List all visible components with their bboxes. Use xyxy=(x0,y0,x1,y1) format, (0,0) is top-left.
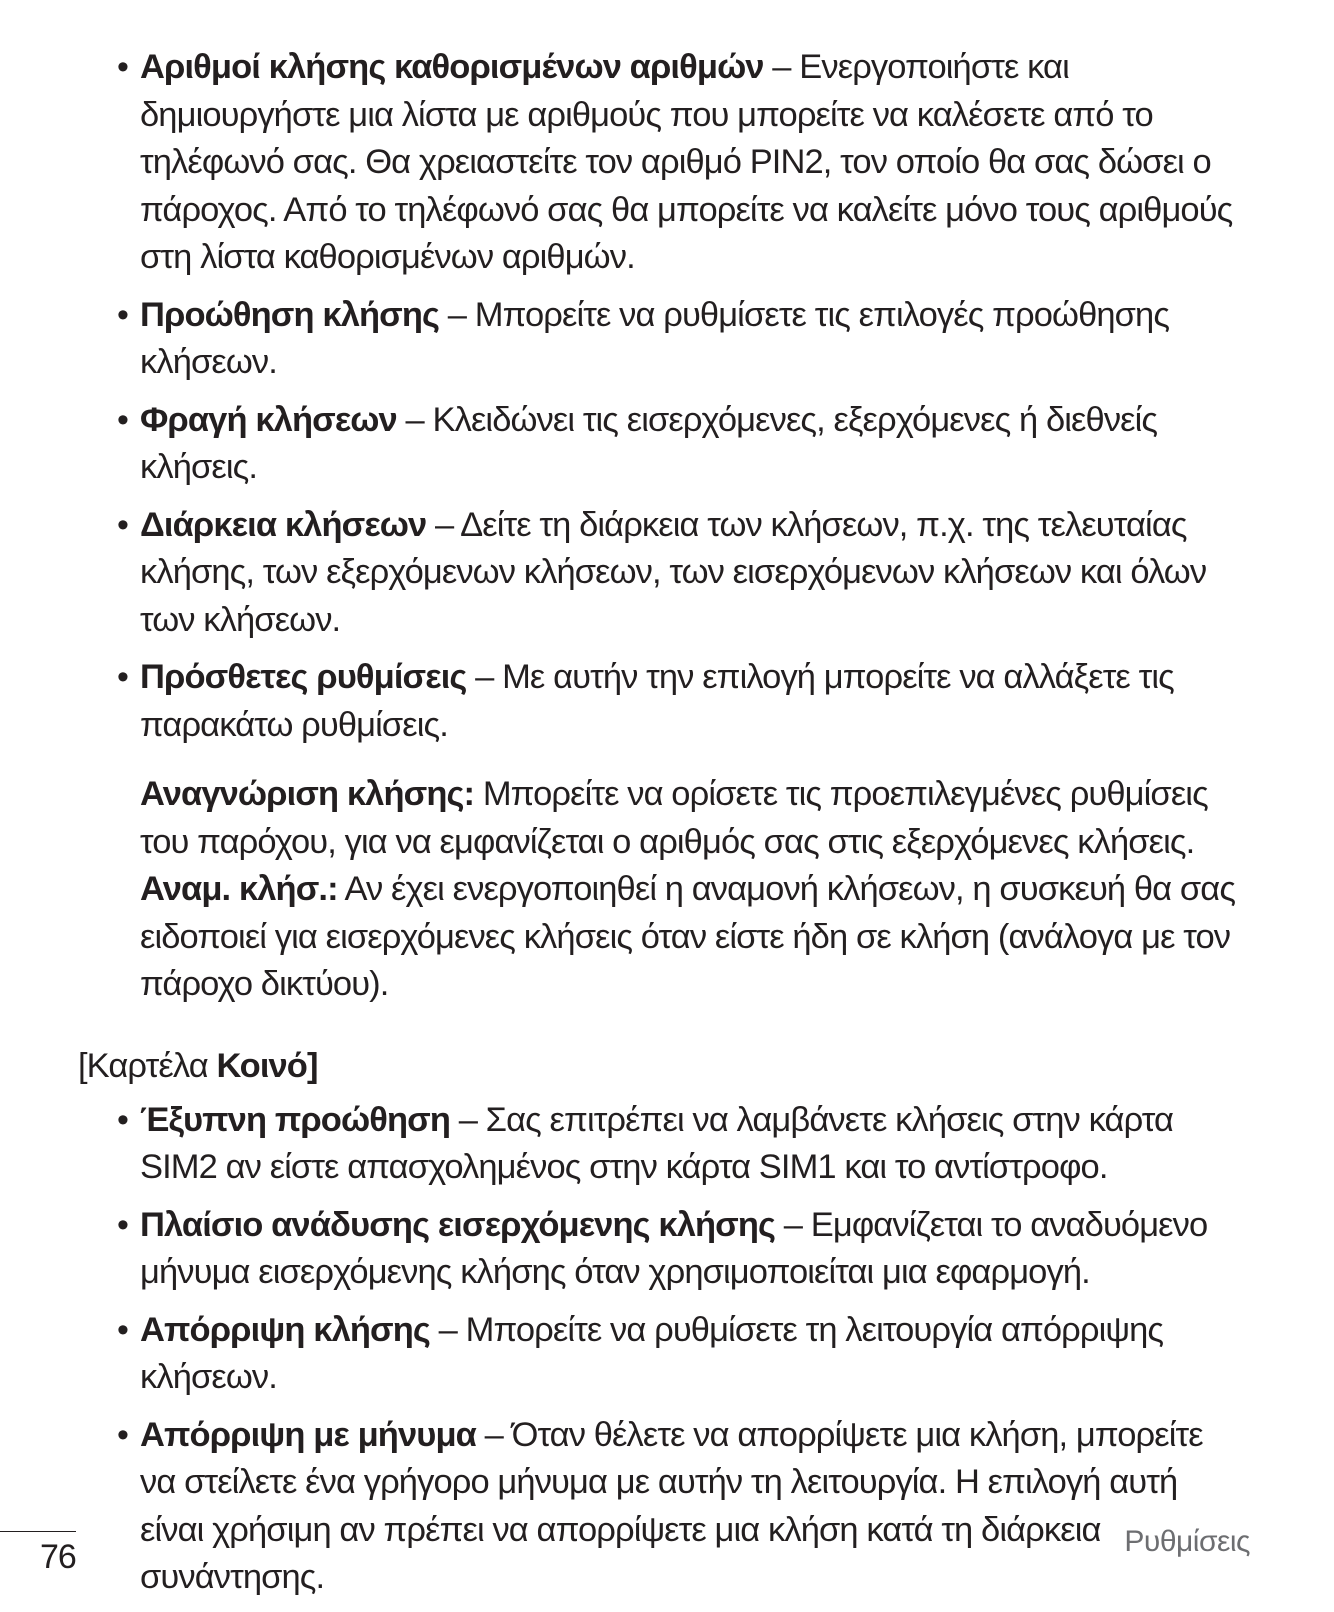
tab-heading-name: Κοινό] xyxy=(216,1047,318,1085)
item-term: Αριθμοί κλήσης καθορισμένων αριθμών xyxy=(140,48,764,86)
bullet: • xyxy=(117,1310,129,1349)
list-item-call-duration xyxy=(117,502,1240,645)
list-item-decline-with-message xyxy=(117,1412,1240,1602)
bullet: • xyxy=(117,1205,129,1244)
list-item-incoming-call-popup xyxy=(117,1202,1240,1297)
section-name: Ρυθμίσεις xyxy=(1124,1525,1250,1558)
sub-description: Μπορείτε να ορίσετε τις προεπιλεγμένες ρυθμίσεις του παρόχου, για να εμφανίζεται ο αριθμός σας στις εξερχόμενες κλήσεις. xyxy=(140,775,1208,861)
item-term: Πλαίσιο ανάδυσης εισερχόμενης κλήσης xyxy=(140,1205,776,1244)
item-description: – Σας επιτρέπει να λαμβάνετε κλήσεις στην κάρτα SIM2 αν είστε απασχολημένος στην κάρτα SIM1 και το αντίστροφο. xyxy=(140,1100,1174,1186)
list-item-call-reject xyxy=(117,1307,1240,1402)
bullet: • xyxy=(117,505,129,544)
list-item-fixed-dialing xyxy=(117,44,1240,282)
bullet: • xyxy=(117,400,129,439)
bullet: • xyxy=(117,295,129,334)
tab-heading-common xyxy=(78,1043,1334,1091)
list-item-additional-settings xyxy=(117,654,1240,749)
item-description: – Μπορείτε να ρυθμίσετε τις επιλογές προώθησης κλήσεων. xyxy=(140,295,1170,381)
item-description: – Δείτε τη διάρκεια των κλήσεων, π.χ. της τελευταίας κλήσης, των εξερχόμενων κλήσεων, των εισερχόμενων κλήσεων και όλων των κλήσεων. xyxy=(140,505,1207,639)
sub-term: Αναμ. κλήσ.: xyxy=(140,870,338,908)
item-term: Απόρριψη με μήνυμα xyxy=(140,1415,476,1454)
bullet: • xyxy=(117,1415,129,1454)
tab-heading-prefix: [Καρτέλα xyxy=(78,1047,217,1085)
settings-list-top xyxy=(0,44,1334,749)
bullet: • xyxy=(117,658,129,696)
item-term: Φραγή κλήσεων xyxy=(140,400,397,439)
page-number-rule xyxy=(0,1531,76,1532)
item-description: – Μπορείτε να ρυθμίσετε τη λειτουργία απόρριψης κλήσεων. xyxy=(140,1310,1164,1396)
item-description: – Ενεργοποιήστε και δημιουργήστε μια λίστα με αριθμούς που μπορείτε να καλέσετε από το τηλέφωνό σας. Θα χρειαστείτε τον αριθμό PIN2, τον οποίο θα σας δώσει ο πάροχος. Από το τηλέφωνό σας θα μπορείτε να καλείτε μόνο τους αριθμούς στη λίστα καθορισμένων αριθμών. xyxy=(140,48,1233,276)
item-term: Προώθηση κλήσης xyxy=(140,295,440,334)
item-term: Διάρκεια κλήσεων xyxy=(140,505,427,544)
bullet: • xyxy=(117,1100,129,1139)
item-term: Πρόσθετες ρυθμίσεις xyxy=(140,658,467,696)
item-term: Έξυπνη προώθηση xyxy=(140,1100,451,1139)
list-item-call-barring xyxy=(117,397,1240,492)
sub-term: Αναγνώριση κλήσης: xyxy=(140,775,475,813)
item-description: – Με αυτήν την επιλογή μπορείτε να αλλάξετε τις παρακάτω ρυθμίσεις. xyxy=(140,658,1174,744)
page-number: 76 xyxy=(40,1538,76,1576)
bullet: • xyxy=(117,48,129,86)
sub-description: Αν έχει ενεργοποιηθεί η αναμονή κλήσεων, η συσκευή θα σας ειδοποιεί για εισερχόμενες κλήσεις όταν είστε ήδη σε κλήση (ανάλογα με τον πάροχο δικτύου). xyxy=(140,870,1236,1003)
item-description: – Κλειδώνει τις εισερχόμενες, εξερχόμενες ή διεθνείς κλήσεις. xyxy=(140,400,1158,486)
list-item-call-forwarding xyxy=(117,292,1240,387)
sub-paragraph-call-waiting xyxy=(140,866,1240,1009)
page-content xyxy=(0,44,1334,1612)
item-description: – Εμφανίζεται το αναδυόμενο μήνυμα εισερχόμενης κλήσης όταν χρησιμοποιείται μια εφαρμογή. xyxy=(140,1205,1208,1291)
item-term: Απόρριψη κλήσης xyxy=(140,1310,430,1349)
list-item-smart-forward xyxy=(117,1097,1240,1192)
sub-paragraph-caller-id xyxy=(140,771,1240,866)
item-description: – Όταν θέλετε να απορρίψετε μια κλήση, μπορείτε να στείλετε ένα γρήγορο μήνυμα με αυτήν τη λειτουργία. Η επιλογή αυτή είναι χρήσιμη αν πρέπει να απορρίψετε μια κλήση κατά τη διάρκεια συνάντησης. xyxy=(140,1415,1203,1596)
